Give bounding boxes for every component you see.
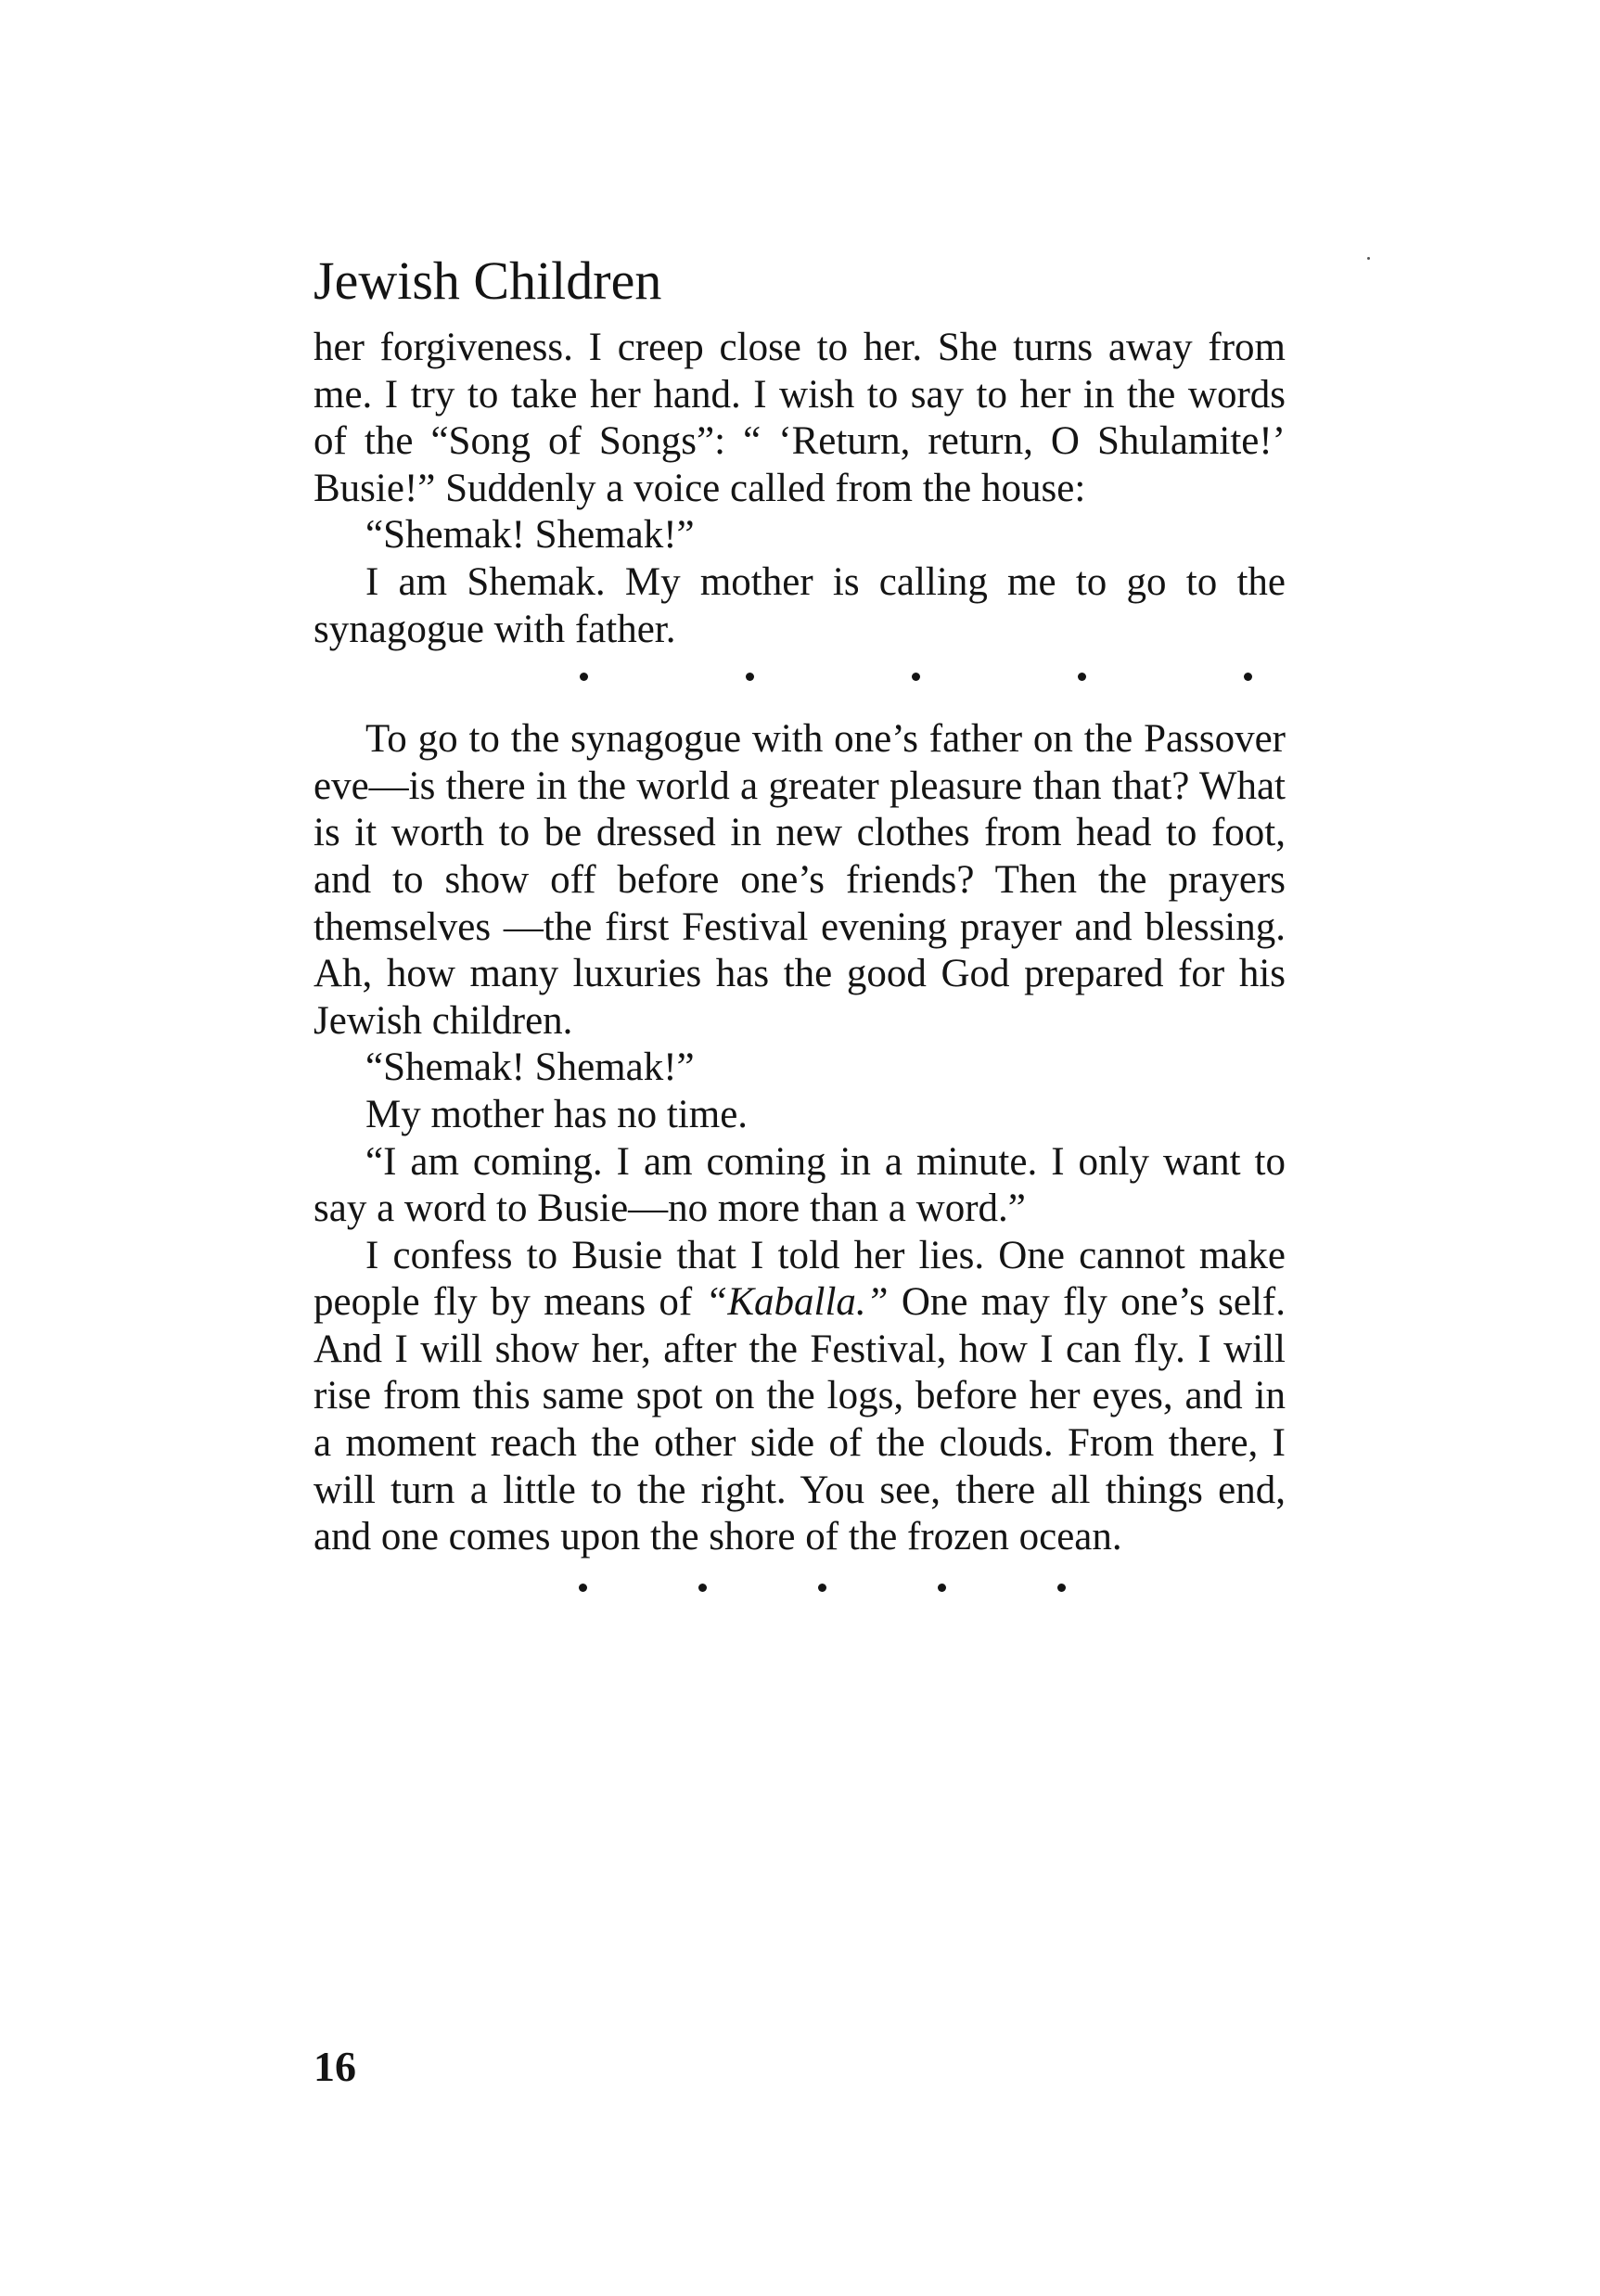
separator-dot: [938, 1584, 946, 1592]
section-break-dots: [580, 653, 1252, 699]
page-number: 16: [314, 2043, 356, 2090]
italic-term: “Kaballa.”: [705, 1280, 889, 1325]
print-speck: [1367, 257, 1370, 260]
separator-dot: [580, 673, 588, 681]
paragraph: “Shemak! Shemak!”: [365, 513, 695, 558]
paragraph: “Shemak! Shemak!”: [365, 1045, 695, 1090]
running-head-title: Jewish Children: [314, 250, 662, 311]
paragraph: her forgiveness. I creep close to her. She turns away from me. I try to take her hand. I wish to say to her in the words of the “Song of Songs”: “ ‘Return, return, O Shulamite!’ Busie!” Suddenly a voice called from the house:: [314, 326, 1286, 510]
separator-dot: [698, 1584, 707, 1592]
paragraph: To go to the synagogue with one’s father on the Passover eve—is there in the world a greater pleasure than that? What is it worth to be dressed in new clothes from head to foot, and to show off before one’s friends? Then the prayers themselves —the first Festival evening prayer and blessing. Ah, how many luxuries has the good God prepared for his Jewish children.: [314, 717, 1286, 1043]
text-span: I confess to Busie that I told her lies. One cannot make people fly by means of: [314, 1233, 1286, 1325]
body-text: [314, 325, 1286, 1628]
paragraph-final: [314, 1233, 1286, 1561]
separator-dot: [1244, 673, 1252, 681]
paragraph: I am Shemak. My mother is calling me to go to the synagogue with father.: [314, 559, 1286, 651]
separator-dot: [818, 1584, 826, 1592]
separator-dot: [1078, 673, 1086, 681]
paragraph: “I am coming. I am coming in a minute. I only want to say a word to Busie—no more than a word.”: [314, 1139, 1286, 1231]
separator-dot: [912, 673, 920, 681]
separator-dot: [1057, 1584, 1066, 1592]
text-span: One may fly one’s self. And I will show her, after the Festival, how I can fly. I will rise from this same spot on the logs, before her eyes, and in a moment reach the other side of the clouds. From there, I will turn a little to the right. You see, there all things end, and one comes upon the shore of the frozen ocean.: [314, 1280, 1286, 1559]
section-break-dots: [579, 1565, 1066, 1611]
separator-dot: [579, 1584, 587, 1592]
separator-dot: [746, 673, 754, 681]
paragraph: My mother has no time.: [365, 1092, 749, 1136]
